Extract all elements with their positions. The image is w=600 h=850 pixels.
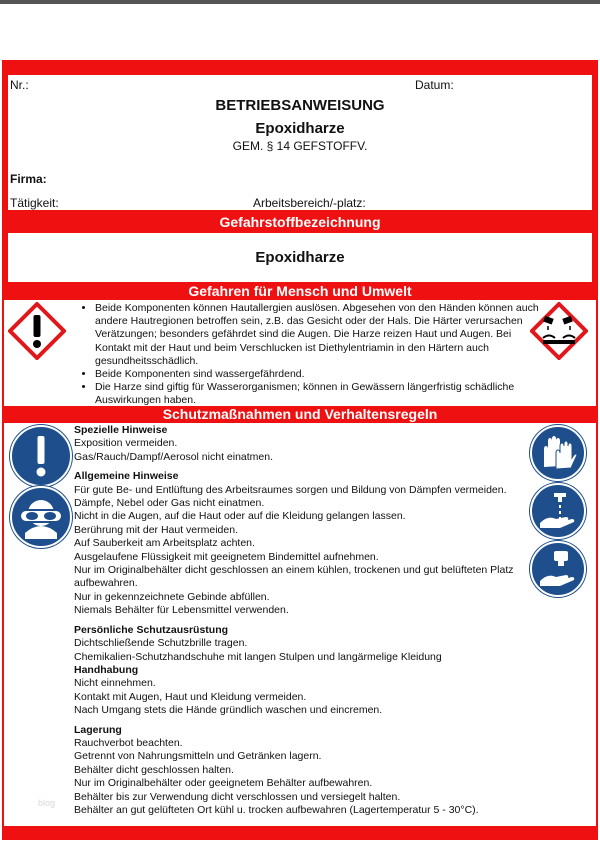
measure-line: Behälter bis zur Verwendung dicht verschlossen und versiegelt halten. xyxy=(74,790,401,803)
gloves-icon xyxy=(530,425,586,481)
measure-line: Behälter dicht geschlossen halten. xyxy=(74,763,234,776)
measure-line: Für gute Be- und Entlüftung des Arbeitsraumes sorgen und Bildung von Dämpfen vermeiden. xyxy=(74,483,507,496)
measure-line: Rauchverbot beachten. xyxy=(74,736,183,749)
datum-label: Datum: xyxy=(415,78,454,92)
allgemeine-heading: Allgemeine Hinweise xyxy=(74,470,179,483)
operating-instruction-document xyxy=(2,60,598,840)
measure-line: Gas/Rauch/Dampf/Aerosol nicht einatmen. xyxy=(74,450,274,463)
header-box xyxy=(8,75,592,210)
hazard-list xyxy=(78,302,541,408)
measure-line: Nur im Originalbehälter oder geeignetem Behälter aufbewahren. xyxy=(74,777,373,790)
measure-line: Nach Umgang stets die Hände gründlich waschen und eincremen. xyxy=(74,704,383,717)
hazard-item: • Die Harze sind giftig für Wasserorganismen; können in Gewässern längerfristig schädliche Auswirkungen haben. xyxy=(95,381,541,407)
nr-label: Nr.: xyxy=(10,78,29,92)
exclamation-mandatory-icon xyxy=(10,425,72,487)
measure-line: Nicht in die Augen, auf die Haut oder auf die Kleidung gelangen lassen. xyxy=(74,510,406,523)
document-title: BETRIEBSANWEISUNG xyxy=(215,97,385,114)
measure-line: Kontakt mit Augen, Haut und Kleidung vermeiden. xyxy=(74,690,307,703)
measure-line: Nur im Originalbehälter dicht geschlossen an einem kühlen, trockenen und gut belüfteten Platz aufbewahren. xyxy=(74,564,514,590)
measure-line: Dichtschließende Schutzbrille tragen. xyxy=(74,637,248,650)
firma-label: Firma: xyxy=(10,172,47,186)
schutz-section-title: Schutzmaßnahmen und Verhaltensregeln xyxy=(162,406,438,422)
watermark-text: blog xyxy=(38,798,56,808)
taetigkeit-label: Tätigkeit: xyxy=(10,196,59,210)
gefahrstoff-box xyxy=(8,233,592,282)
measure-line: Berührung mit der Haut vermeiden. xyxy=(74,523,238,536)
psa-heading: Persönliche Schutzausrüstung xyxy=(74,623,229,636)
measure-line: Behälter an gut gelüfteten Ort kühl u. trocken aufbewahren (Lagertemperatur 5 - 30°C). xyxy=(74,803,479,816)
ghs-corrosion-icon xyxy=(530,302,588,360)
document-subtitle: Epoxidharze xyxy=(255,120,345,137)
measure-line: Auf Sauberkeit am Arbeitsplatz achten. xyxy=(74,537,255,550)
measure-line: Nur in gekennzeichnete Gebinde abfüllen. xyxy=(74,590,270,603)
measure-line: Chemikalien-Schutzhandschuhe mit langen Stulpen und langärmelige Kleidung xyxy=(74,650,442,663)
measure-line: Getrennt von Nahrungsmitteln und Getränken lagern. xyxy=(74,750,322,763)
regulation-text: GEM. § 14 GEFSTOFFV. xyxy=(232,139,368,153)
gefahren-section-title: Gefahren für Mensch und Umwelt xyxy=(188,283,412,299)
measure-line: Nicht einnehmen. xyxy=(74,677,156,690)
hazard-item: • Beide Komponenten sind wassergefährdend. xyxy=(95,368,541,381)
measures-box xyxy=(4,423,596,826)
measure-line: Exposition vermeiden. xyxy=(74,437,178,450)
measure-line: Niemals Behälter für Lebensmittel verwenden. xyxy=(74,604,289,617)
hazard-item: • Beide Komponenten können Hautallergien auslösen. Abgesehen von den Händen können auch andere Hautregionen betroffen sein, z.B. das Gesicht oder der Hals. Die Härter verursachen Verätzungen; besonders gefährdet sind die Augen. Die Harze reizen Haut und Augen. Bei Kontakt mit der Haut und beim Verschlucken ist Diethylentriamin in den Härtern auch gesundheitsschädlich. xyxy=(95,302,541,368)
lagerung-heading: Lagerung xyxy=(74,723,122,736)
top-border-line xyxy=(0,0,600,4)
handhabung-heading: Handhabung xyxy=(74,663,139,676)
spezielle-heading: Spezielle Hinweise xyxy=(74,424,168,436)
measure-line: Ausgelaufene Flüssigkeit mit geeignetem Bindemittel aufnehmen. xyxy=(74,550,379,563)
arbeitsbereich-label: Arbeitsbereich/-platz: xyxy=(253,196,366,210)
ghs-exclamation-icon xyxy=(8,302,66,360)
hazards-box xyxy=(4,300,596,406)
hand-cream-icon xyxy=(530,541,586,597)
goggles-icon xyxy=(10,486,72,548)
measure-line: Dämpfe, Nebel oder Gas nicht einatmen. xyxy=(74,497,265,510)
substance-name: Epoxidharze xyxy=(255,249,345,266)
measures-text xyxy=(74,424,534,817)
gefahrstoff-section-title: Gefahrstoffbezeichnung xyxy=(219,214,381,230)
hand-wash-icon xyxy=(530,483,586,539)
